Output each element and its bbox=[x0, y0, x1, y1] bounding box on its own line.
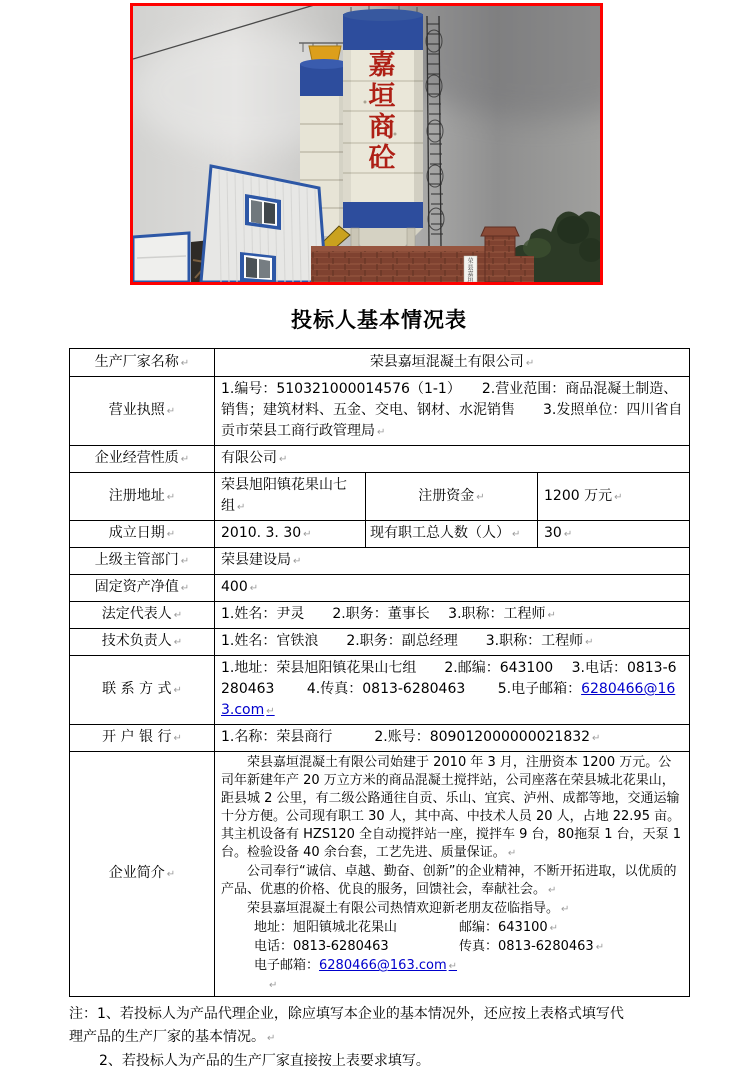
row-legal-representative bbox=[70, 602, 690, 629]
row-nature bbox=[70, 446, 690, 473]
contact-value: 1.地址：荣县旭阳镇花果山七组 2.邮编：643100 3.电话：0813-6280463 4.传真：0813-6280463 5.电子邮箱： bbox=[221, 660, 677, 697]
legal-rep-label: 法定代表人 ↵ bbox=[102, 606, 182, 622]
profile-paragraph-1: 荣县嘉垣混凝土有限公司始建于 2010 年 3 月，注册资本 1200 万元。公司年新建年产 20 万立方米的商品混凝土搅拌站，公司座落在荣县城北花果山，距县城 2 公里，有二级公路通往自贡、乐山、宜宾、泸州、成都等地，交通运输十分方便。公司现有职工 30 人，其中高、中技术人员 20 人，占地 22.95 亩。其主机设备有 HZS120 全自动搅拌站一座，搅拌车 9 台，80拖泵 1 台，天泵 1 台。检验设备 40 余台套，工艺先进、质量保证。 ↵ bbox=[221, 754, 683, 863]
silo-brand-text bbox=[369, 50, 396, 174]
svg-text:嘉: 嘉 bbox=[368, 50, 396, 81]
founded-label: 成立日期 ↵ bbox=[109, 525, 175, 541]
nature-value: 有限公司 ↵ bbox=[221, 450, 287, 466]
profile-paragraph-2: 公司奉行“诚信、卓越、勤奋、创新”的企业精神，不断开拓进取，以优质的产品、优惠的价格、优良的服务，回馈社会，奉献社会。 ↵ bbox=[221, 863, 683, 900]
wall-sign bbox=[464, 256, 477, 282]
profile-zip: 邮编：643100 ↵ bbox=[459, 919, 558, 938]
reg-address-label: 注册地址 ↵ bbox=[109, 488, 175, 504]
profile-email-label: 电子邮箱： bbox=[254, 958, 320, 973]
tech-lead-value: 1.姓名：官铁浪 2.职务：副总经理 3.职称：工程师 ↵ bbox=[221, 633, 593, 649]
authority-value: 荣县建设局 ↵ bbox=[221, 552, 301, 568]
row-founded-date bbox=[70, 521, 690, 548]
svg-text:垣: 垣 bbox=[368, 81, 396, 112]
bank-value: 1.名称：荣县商行 2.账号：809012000000021832 ↵ bbox=[221, 729, 600, 745]
bank-label: 开 户 银 行 ↵ bbox=[102, 729, 182, 745]
registered-capital-label: 注册资金 ↵ bbox=[418, 488, 484, 504]
svg-text:砼: 砼 bbox=[368, 143, 396, 174]
staff-count-label: 现有职工总人数（人） ↵ bbox=[370, 525, 520, 541]
staff-count-value: 30 ↵ bbox=[544, 525, 572, 541]
left-container bbox=[133, 233, 189, 282]
window-upper bbox=[245, 194, 281, 230]
plant-photo-drawing bbox=[133, 6, 600, 282]
row-technical-lead bbox=[70, 629, 690, 656]
registered-capital-value: 1200 万元 ↵ bbox=[544, 488, 622, 504]
row-bank bbox=[70, 725, 690, 752]
founded-value: 2010. 3. 30 ↵ bbox=[221, 525, 312, 541]
svg-text:垣: 垣 bbox=[467, 277, 474, 282]
footnote-line-1: 注：1、若投标人为产品代理企业，除应填写本企业的基本情况外，还应按上表格式填写代 bbox=[69, 1006, 624, 1022]
row-manufacturer bbox=[70, 349, 690, 377]
row-fixed-assets bbox=[70, 575, 690, 602]
footnotes bbox=[69, 1003, 741, 1073]
contact-label: 联 系 方 式 ↵ bbox=[102, 681, 182, 697]
svg-text:嘉: 嘉 bbox=[467, 271, 474, 278]
profile-label: 企业简介 ↵ bbox=[109, 865, 175, 881]
bidder-info-table bbox=[69, 348, 690, 997]
profile-phone: 电话：0813-6280463 bbox=[254, 939, 389, 954]
row-license bbox=[70, 377, 690, 446]
profile-address: 地址：旭阳镇城北花果山 bbox=[254, 920, 398, 935]
fixed-assets-label: 固定资产净值 ↵ bbox=[95, 579, 189, 595]
right-silo bbox=[343, 6, 423, 278]
tech-lead-label: 技术负责人 ↵ bbox=[102, 633, 182, 649]
footnote-line-3: 2、若投标人为产品的生产厂家直接按上表要求填写。 bbox=[99, 1053, 430, 1069]
row-company-profile bbox=[70, 752, 690, 997]
svg-text:县: 县 bbox=[467, 264, 474, 272]
svg-text:商: 商 bbox=[368, 112, 396, 143]
profile-email-link[interactable]: 6280466@163.com ↵ bbox=[319, 958, 457, 973]
contact-email-link[interactable]: 6280466@163.com ↵ bbox=[221, 681, 675, 718]
manufacturer-label: 生产厂家名称 ↵ bbox=[95, 354, 189, 370]
page-title: 投标人基本情况表 bbox=[291, 307, 467, 332]
window-lower bbox=[240, 252, 276, 282]
row-contact bbox=[70, 656, 690, 725]
plant-photo bbox=[130, 3, 603, 285]
svg-text:荣: 荣 bbox=[467, 258, 474, 265]
row-registered-address bbox=[70, 473, 690, 521]
footnote-line-2: 理产品的生产厂家的基本情况。 ↵ bbox=[69, 1026, 741, 1050]
reg-address-value: 荣县旭阳镇花果山七组 ↵ bbox=[221, 477, 347, 514]
row-authority bbox=[70, 548, 690, 575]
license-label: 营业执照 ↵ bbox=[109, 402, 175, 418]
authority-label: 上级主管部门 ↵ bbox=[95, 552, 189, 568]
profile-fax: 传真：0813-6280463 ↵ bbox=[459, 938, 604, 957]
profile-blank-line bbox=[221, 976, 683, 994]
profile-paragraph-3: 荣县嘉垣混凝土有限公司热情欢迎新老朋友莅临指导。 ↵ bbox=[221, 900, 683, 919]
fixed-assets-value: 400 ↵ bbox=[221, 579, 258, 595]
manufacturer-value: 荣县嘉垣混凝土有限公司 ↵ bbox=[370, 354, 534, 370]
license-value: 1.编号：510321000014576（1-1） 2.营业范围：商品混凝土制造、销售；建筑材料、五金、交电、钢材、水泥销售 3.发照单位：四川省自贡市荣县工商行政管理局 ↵ bbox=[221, 381, 682, 439]
nature-label: 企业经营性质 ↵ bbox=[95, 450, 189, 466]
legal-rep-value: 1.姓名：尹灵 2.职务：董事长 3.职称：工程师 ↵ bbox=[221, 606, 556, 622]
